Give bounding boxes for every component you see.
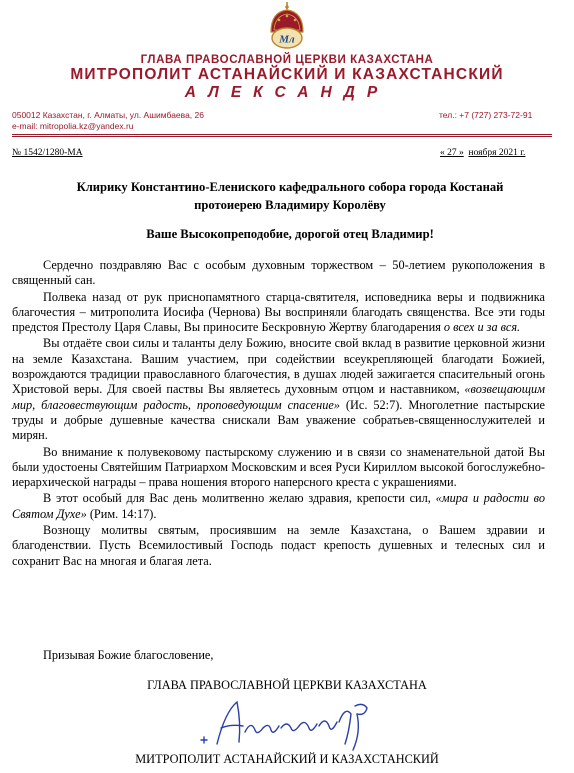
paragraph-1: Сердечно поздравляю Вас с особым духовным торжеством – 50-летием рукоположения в священный сан. — [12, 258, 545, 288]
letterhead-line-2: МИТРОПОЛИТ АСТАНАЙСКИЙ И КАЗАХСТАНСКИЙ — [70, 66, 504, 83]
svg-text:Мл: Мл — [279, 33, 295, 46]
header-rule — [12, 134, 552, 135]
letterhead-line-3: АЛЕКСАНДР — [184, 84, 390, 101]
signature-title-1: ГЛАВА ПРАВОСЛАВНОЙ ЦЕРКВИ КАЗАХСТАНА — [147, 678, 427, 692]
phone-text: тел.: +7 (727) 273-72-91 — [439, 110, 533, 120]
paragraph-2: Полвека назад от рук приснопамятного старца-святителя, исповедника веры и подвижника благочестия – митрополита Иосифа (Чернова) Вы восприняли благодать священства. Все эти годы предстоя Престолу Царя Славы, Вы приносите Бескровную Жертву благодарения о всех и за вся. — [12, 289, 545, 335]
addressee-line-2: протоиерею Владимиру Королёву — [194, 198, 386, 212]
address-text: 050012 Казахстан, г. Алматы, ул. Ашимбаева, 26 — [12, 110, 204, 120]
header-rule-thin — [12, 136, 552, 137]
paragraph-4: Во внимание к полувековому пастырскому служению и в связи со знаменательной датой Вы были удостоены Святейшим Патриархом Московским и всея Руси Кириллом высокой богослужебно-иерархической награды – права ношения второго наперсного креста с украшениями. — [12, 444, 545, 490]
reference-number: № 1542/1280-МА — [12, 148, 83, 158]
email-text: e-mail: mitropolia.kz@yandex.ru — [12, 121, 134, 131]
handwritten-signature — [195, 692, 385, 754]
reference-date: « 27 » ноября 2021 г. — [440, 148, 526, 158]
paragraph-5: В этот особый для Вас день молитвенно желаю здравия, крепости сил, «мира и радости во Святом Духе» (Рим. 14:17). — [12, 491, 545, 521]
letterhead-line-1: ГЛАВА ПРАВОСЛАВНОЙ ЦЕРКВИ КАЗАХСТАНА — [140, 54, 434, 66]
greeting: Ваше Высокопреподобие, дорогой отец Владимир! — [146, 227, 434, 241]
signature-title-2: МИТРОПОЛИТ АСТАНАЙСКИЙ И КАЗАХСТАНСКИЙ — [135, 752, 439, 766]
addressee — [40, 178, 540, 214]
paragraph-3: Вы отдаёте свои силы и таланты делу Божию, вносите свой вклад в развитие церковной жизни на земле Казахстана. Вашим участием, при содействии всеукрепляющей благодати Божией, возрождаются традиции православного благочестия, в душах людей зажигается спасительный огонь Христовой веры. Для своей паствы Вы являетесь духовным отцом и наставником, «возвещающим мир, благовествующим радость, проповедующим спасение» (Ис. 52:7). Многолетние пастырские труды и добрые душевные качества снискали Вам уважение собратьев-священнослужителей и мирян. — [12, 336, 546, 443]
addressee-line-1: Клирику Константино-Елениского кафедрального собора города Костанай — [76, 180, 504, 194]
closing-line: Призывая Божие благословение, — [43, 648, 214, 662]
mitre-emblem-icon — [265, 2, 309, 50]
paragraph-6: Вознощу молитвы святым, просиявшим на земле Казахстана, о Вашем здравии и благоденствии. Пусть Всемилостивый Господь подаст крепость душевных и телесных сил и сохранит Вас на многая и благая лета. — [12, 523, 545, 568]
letter-body — [12, 258, 545, 570]
